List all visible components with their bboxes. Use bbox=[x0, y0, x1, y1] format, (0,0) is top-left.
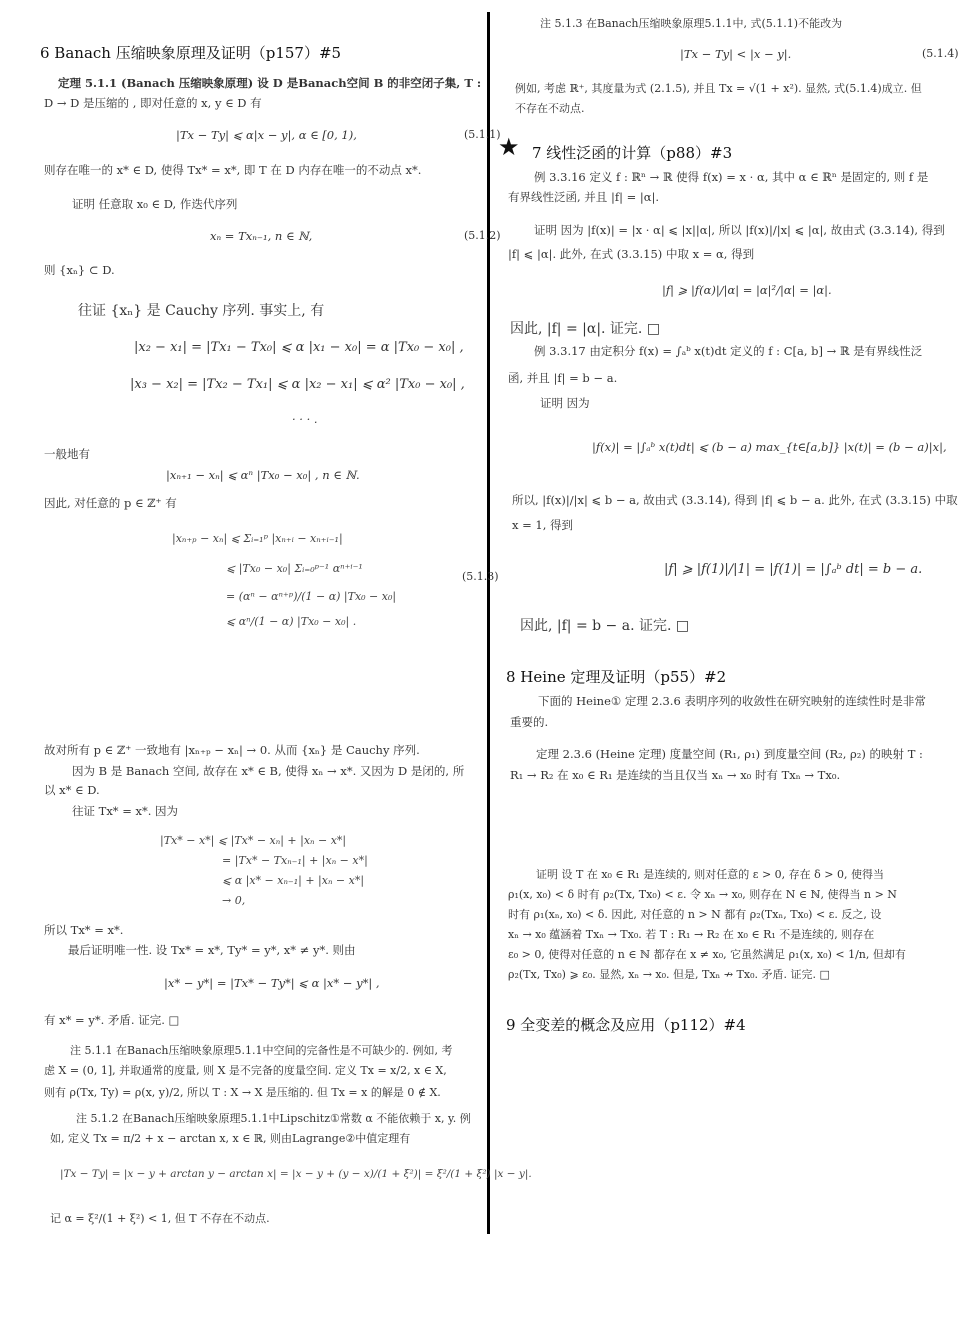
column-divider bbox=[487, 12, 490, 1234]
proof-2-3-6-line-4: xₙ → x₀ 蕴涵着 Txₙ → Tx₀. 若 T : R₁ → R₂ 在 x₀ ∈ R₁ 不是连续的, 则存在 bbox=[508, 928, 875, 941]
equation-sum-2: ⩽ |Tx₀ − x₀| Σᵢ₌₀ᵖ⁻¹ αⁿ⁺ⁱ⁻¹ bbox=[226, 562, 363, 575]
conclusion-line-4: 往证 Tx* = x*. 因为 bbox=[72, 804, 179, 818]
equation-3-3-17-b: |f| ⩾ |f(1)|/|1| = |f(1)| = |∫ₐᵇ dt| = b − a. bbox=[664, 562, 923, 577]
proof-3-3-16-line-2: |f| ⩽ |α|. 此外, 在式 (3.3.15) 中取 x = α, 得到 bbox=[508, 247, 755, 261]
equation-fixed-2: = |Tx* − Txₙ₋₁| + |xₙ − x*| bbox=[222, 854, 368, 867]
equation-step-2: |x₃ − x₂| = |Tx₂ − Tx₁| ⩽ α |x₂ − x₁| ⩽ α² |Tx₀ − x₀| , bbox=[130, 377, 465, 392]
conclusion-line-3: 以 x* ∈ D. bbox=[44, 783, 100, 797]
theorem-5-1-1-line-3: 则存在唯一的 x* ∈ D, 使得 Tx* = x*, 即 T 在 D 内存在唯一的不动点 x*. bbox=[44, 163, 422, 177]
equation-uniqueness: |x* − y*| = |Tx* − Ty*| ⩽ α |x* − y*| , bbox=[164, 976, 380, 990]
star-icon: ★ bbox=[498, 133, 520, 161]
section-heading-7: 7 线性泛函的计算（p88）#3 bbox=[532, 144, 733, 162]
proof-2-3-6-line-3: 时有 ρ₁(xₙ, x₀) < δ. 因此, 对任意的 n > N 都有 ρ₂(Txₙ, Tx₀) < ε. 反之, 设 bbox=[508, 908, 882, 921]
equation-step-1: |x₂ − x₁| = |Tx₁ − Tx₀| ⩽ α |x₁ − x₀| = α |Tx₀ − x₀| , bbox=[134, 340, 464, 355]
proof-2-3-6-line-6: ρ₂(Tx, Tx₀) ⩾ ε₀. 显然, xₙ → x₀. 但是, Txₙ ↛ Tx₀. 矛盾. 证完. □ bbox=[508, 968, 830, 981]
theorem-5-1-1-line-2: D → D 是压缩的 , 即对任意的 x, y ∈ D 有 bbox=[44, 96, 262, 110]
equation-number: (5.1.2) bbox=[464, 229, 501, 242]
conclusion-line-1: 故对所有 p ∈ ℤ⁺ 一致地有 |xₙ₊ₚ − xₙ| → 0. 从而 {xₙ} 是 Cauchy 序列. bbox=[44, 743, 420, 757]
conclusion-line-2: 因为 B 是 Banach 空间, 故存在 x* ∈ B, 使得 xₙ → x*. 又因为 D 是闭的, 所 bbox=[72, 764, 465, 778]
heine-intro-line-1: 下面的 Heine① 定理 2.3.6 表明序列的收敛性在研究映射的连续性时是非常 bbox=[538, 694, 926, 708]
equation-5-1-2: xₙ = Txₙ₋₁, n ∈ ℕ, bbox=[210, 229, 313, 243]
proof-3-3-17-line-1: 证明 因为 bbox=[540, 396, 590, 410]
equation-sum-3: = (αⁿ − αⁿ⁺ᵖ)/(1 − α) |Tx₀ − x₀| bbox=[226, 590, 397, 603]
note-5-1-1-line-3: 则有 ρ(Tx, Ty) = ρ(x, y)/2, 所以 T : X → X 是压缩的. 但 Tx = x 的解是 0 ∉ X. bbox=[44, 1086, 441, 1099]
example-3-3-16-line-2: 有界线性泛函, 并且 |f| = |α|. bbox=[508, 190, 660, 204]
proof-line-1: 证明 任意取 x₀ ∈ D, 作迭代序列 bbox=[72, 197, 238, 211]
note-5-1-2-line-1: 注 5.1.2 在Banach压缩映象原理5.1.1中Lipschitz①常数 α 不能依赖于 x, y. 例 bbox=[76, 1112, 471, 1125]
equation-number: (5.1.1) bbox=[464, 128, 501, 141]
equation-note-5-1-2: |Tx − Ty| = |x − y + arctan y − arctan x| = |x − y + (y − x)/(1 + ξ²)| = ξ²/(1 + ξ²) |x − y|. bbox=[60, 1168, 532, 1180]
proof-2-3-6-line-5: ε₀ > 0, 使得对任意的 n ∈ ℕ 都存在 x ≠ x₀, 它虽然满足 ρ₁(x, x₀) < 1/n, 但却有 bbox=[508, 948, 906, 961]
heine-intro-line-2: 重要的. bbox=[510, 715, 549, 729]
note-5-1-1-line-1: 注 5.1.1 在Banach压缩映象原理5.1.1中空间的完备性是不可缺少的. 例如, 考 bbox=[70, 1044, 453, 1057]
ellipsis: · · · . bbox=[292, 412, 318, 426]
end-3-3-16: 因此, |f| = |α|. 证完. □ bbox=[510, 321, 661, 337]
uniqueness-text: 最后证明唯一性. 设 Tx* = x*, Ty* = y*, x* ≠ y*. 则由 bbox=[68, 943, 356, 957]
proof-3-3-17-line-3: x = 1, 得到 bbox=[512, 518, 574, 532]
note-5-1-1-line-2: 虑 X = (0, 1], 并取通常的度量, 则 X 是不完备的度量空间. 定义 Tx = x/2, x ∈ X, bbox=[44, 1064, 447, 1077]
equation-number: (5.1.3) bbox=[462, 570, 499, 583]
equation-fixed-3: ⩽ α |x* − xₙ₋₁| + |xₙ − x*| bbox=[222, 874, 365, 887]
general-text: 一般地有 bbox=[44, 447, 90, 461]
theorem-5-1-1-line-1: 定理 5.1.1 (Banach 压缩映象原理) 设 D 是Banach空间 B 的非空闭子集, T : bbox=[58, 76, 482, 90]
equation-fixed-1: |Tx* − x*| ⩽ |Tx* − xₙ| + |xₙ − x*| bbox=[160, 834, 347, 847]
end-3-3-17: 因此, |f| = b − a. 证完. □ bbox=[520, 618, 690, 634]
note-5-1-3-line-1: 注 5.1.3 在Banach压缩映象原理5.1.1中, 式(5.1.1)不能改为 bbox=[540, 17, 843, 30]
proof-line-2: 则 {xₙ} ⊂ D. bbox=[44, 263, 115, 277]
section-heading-6: 6 Banach 压缩映象原理及证明（p157）#5 bbox=[40, 44, 342, 62]
note-5-1-3-line-2: 例如, 考虑 ℝ⁺, 其度量为式 (2.1.5), 并且 Tx = √(1 + x²). 显然, 式(5.1.4)成立. 但 bbox=[515, 82, 922, 95]
note-5-1-2-line-3: 记 α = ξ²/(1 + ξ²) < 1, 但 T 不存在不动点. bbox=[50, 1212, 270, 1225]
contradiction-text: 有 x* = y*. 矛盾. 证完. □ bbox=[44, 1013, 180, 1027]
section-heading-8: 8 Heine 定理及证明（p55）#2 bbox=[506, 668, 727, 686]
cauchy-claim: 往证 {xₙ} 是 Cauchy 序列. 事实上, 有 bbox=[78, 303, 325, 319]
note-5-1-3-line-3: 不存在不动点. bbox=[515, 102, 585, 115]
equation-fixed-4: → 0, bbox=[222, 894, 246, 907]
proof-3-3-16-line-1: 证明 因为 |f(x)| = |x · α| ⩽ |x||α|, 所以 |f(x)|/|x| ⩽ |α|, 故由式 (3.3.14), 得到 bbox=[534, 223, 945, 237]
theorem-2-3-6-line-1: 定理 2.3.6 (Heine 定理) 度量空间 (R₁, ρ₁) 到度量空间 (R₂, ρ₂) 的映射 T : bbox=[536, 747, 923, 761]
equation-3-3-16: |f| ⩾ |f(α)|/|α| = |α|²/|α| = |α|. bbox=[662, 283, 832, 297]
equation-3-3-17-a: |f(x)| = |∫ₐᵇ x(t)dt| ⩽ (b − a) max_{t∈[a,b]} |x(t)| = (b − a)|x|, bbox=[592, 440, 947, 454]
so-text: 所以 Tx* = x*. bbox=[44, 923, 124, 937]
equation-5-1-1: |Tx − Ty| ⩽ α|x − y|, α ∈ [0, 1), bbox=[176, 128, 357, 142]
therefore-text: 因此, 对任意的 p ∈ ℤ⁺ 有 bbox=[44, 496, 177, 510]
equation-sum-1: |xₙ₊ₚ − xₙ| ⩽ Σᵢ₌₁ᵖ |xₙ₊ᵢ − xₙ₊ᵢ₋₁| bbox=[172, 532, 343, 545]
theorem-2-3-6-line-2: R₁ → R₂ 在 x₀ ∈ R₁ 是连续的当且仅当 xₙ → x₀ 时有 Txₙ → Tx₀. bbox=[510, 768, 841, 782]
equation-general: |xₙ₊₁ − xₙ| ⩽ αⁿ |Tx₀ − x₀| , n ∈ ℕ. bbox=[166, 468, 360, 482]
example-3-3-16-line-1: 例 3.3.16 定义 f : ℝⁿ → ℝ 使得 f(x) = x · α, 其中 α ∈ ℝⁿ 是固定的, 则 f 是 bbox=[534, 170, 929, 184]
example-3-3-17-line-1: 例 3.3.17 由定积分 f(x) = ∫ₐᵇ x(t)dt 定义的 f : C[a, b] → ℝ 是有界线性泛 bbox=[534, 344, 923, 358]
proof-2-3-6-line-1: 证明 设 T 在 x₀ ∈ R₁ 是连续的, 则对任意的 ε > 0, 存在 δ > 0, 使得当 bbox=[536, 868, 884, 881]
equation-sum-4: ⩽ αⁿ/(1 − α) |Tx₀ − x₀| . bbox=[226, 615, 357, 628]
section-heading-9: 9 全变差的概念及应用（p112）#4 bbox=[506, 1016, 746, 1034]
proof-2-3-6-line-2: ρ₁(x, x₀) < δ 时有 ρ₂(Tx, Tx₀) < ε. 令 xₙ → x₀, 则存在 N ∈ ℕ, 使得当 n > N bbox=[508, 888, 897, 901]
equation-5-1-4: |Tx − Ty| < |x − y|. bbox=[680, 47, 792, 61]
note-5-1-2-line-2: 如, 定义 Tx = π/2 + x − arctan x, x ∈ ℝ, 则由Lagrange②中值定理有 bbox=[50, 1132, 411, 1145]
equation-number: (5.1.4) bbox=[922, 47, 959, 60]
proof-3-3-17-line-2: 所以, |f(x)|/|x| ⩽ b − a, 故由式 (3.3.14), 得到 |f| ⩽ b − a. 此外, 在式 (3.3.15) 中取 bbox=[512, 493, 958, 507]
example-3-3-17-line-2: 函, 并且 |f| = b − a. bbox=[508, 371, 618, 385]
